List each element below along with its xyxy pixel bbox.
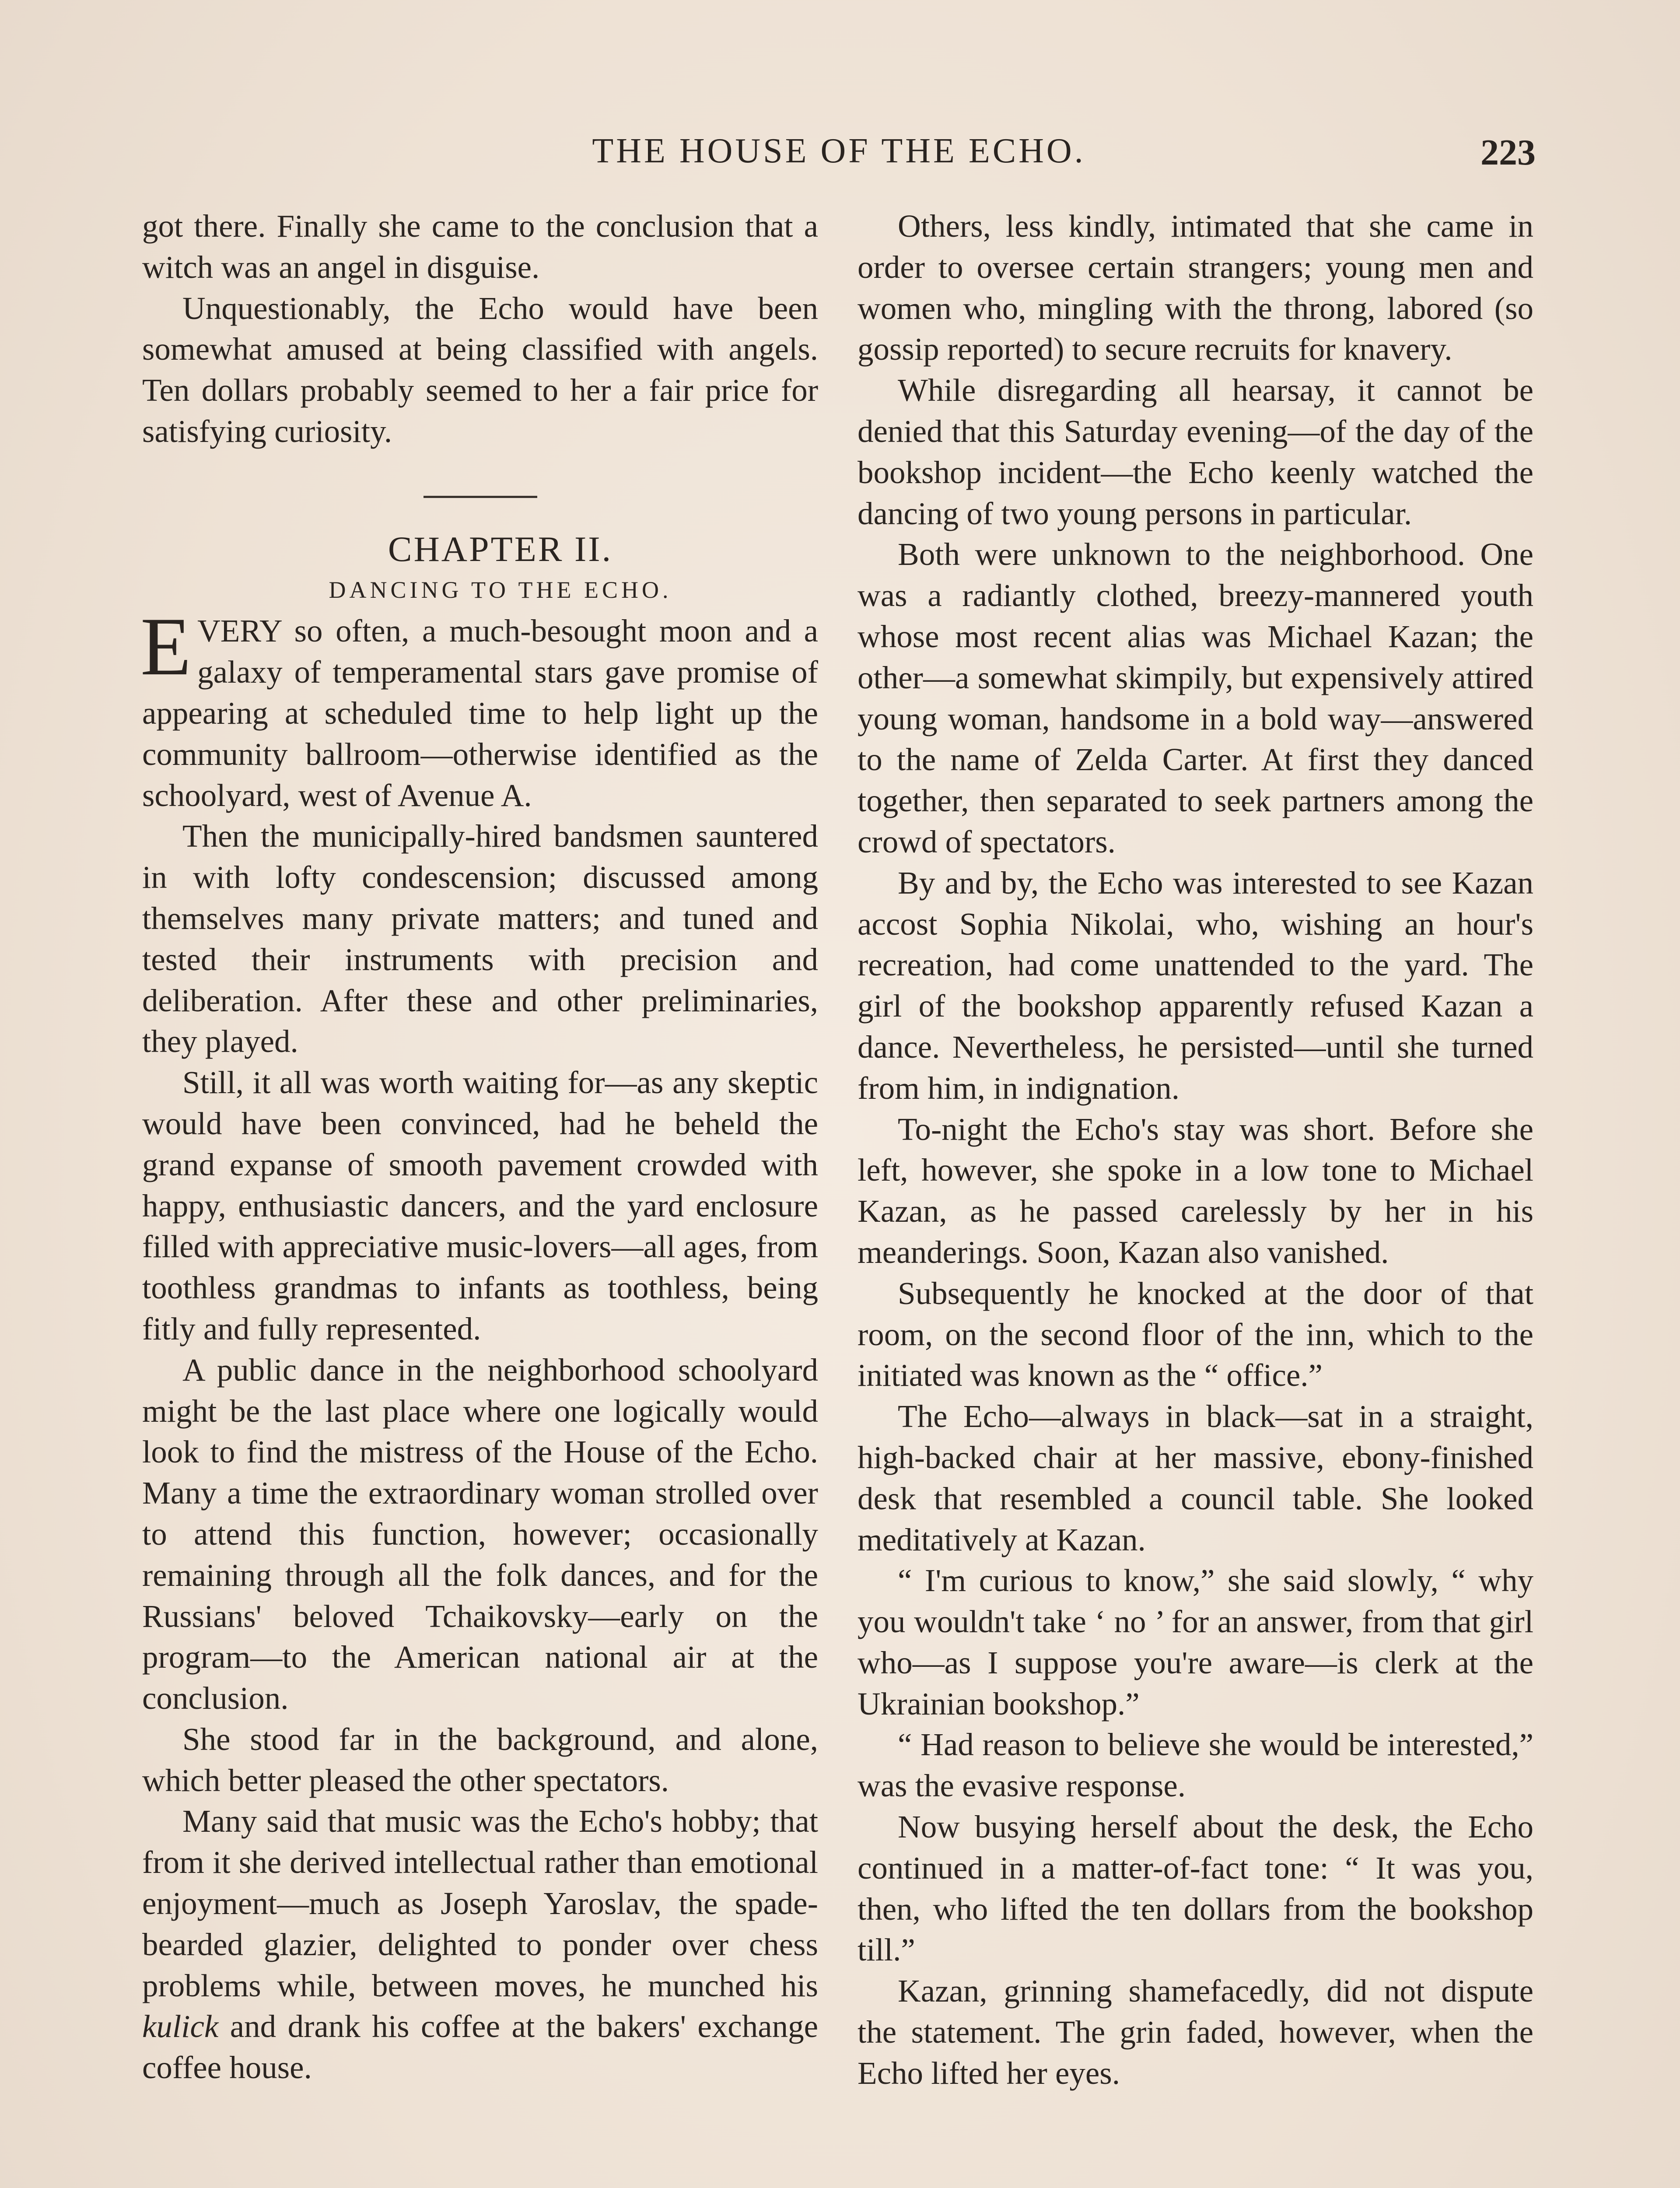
paragraph: Unquestionably, the Echo would have been somewhat amused at being classified with angels. Ten dollars probably seemed to her a fair price for satisfying curiosity. — [142, 290, 818, 449]
paragraph: The Echo—always in black—sat in a straight, high-backed chair at her massive, ebony-finished desk that resembled a council table. She looked meditatively at Kazan. — [858, 1399, 1533, 1557]
chapter-heading: CHAPTER II. — [388, 529, 613, 569]
paragraph-text: Many said that music was the Echo's hobby; that from it she derived intellectual rather than emotional enjoyment—much as Joseph Yaroslav, the spade-bearded glazier, delighted to ponder over chess problems while, between moves, he munched his — [142, 1803, 818, 2003]
paragraph: “ Had reason to believe she would be interested,” was the evasive response. — [858, 1727, 1533, 1804]
opening-paragraph — [140, 601, 818, 816]
paragraph: By and by, the Echo was interested to see Kazan accost Sophia Nikolai, who, wishing an hour's recreation, had come unattended to the yard. The girl of the bookshop apparently refused Kazan a dance. Nevertheless, he persisted—until she turned from him, in indignation. — [858, 865, 1533, 1106]
paragraph: Both were unknown to the neighborhood. One was a radiantly clothed, breezy-mannered youth whose most recent alias was Michael Kazan; the other—a somewhat skimpily, but expensively attired young woman, handsome in a bold way—answered to the name of Zelda Carter. At first they danced together, then separated to seek partners among the crowd of spectators. — [858, 536, 1533, 859]
section-divider — [424, 496, 537, 498]
paragraph: She stood far in the background, and alone, which better pleased the other spectators. — [142, 1721, 818, 1798]
paragraph-text: VERY so often, a much-besought moon and a galaxy of temperamental stars gave promise of appearing at scheduled time to help light up the community ballroom—otherwise identified as the schoolyard, west of Avenue A. — [142, 613, 818, 813]
running-header — [142, 131, 1536, 179]
paragraph: To-night the Echo's stay was short. Before she left, however, she spoke in a low tone to Michael Kazan, as he passed carelessly by her in his meanderings. Soon, Kazan also vanished. — [858, 1111, 1533, 1270]
paragraph: Subsequently he knocked at the door of that room, on the second floor of the inn, which to the initiated was known as the “ office.” — [858, 1275, 1533, 1393]
italic-word: kulick — [142, 2009, 219, 2044]
left-column — [142, 206, 818, 2088]
page-number: 223 — [1480, 132, 1536, 173]
right-column — [858, 206, 1533, 2094]
paragraph: A public dance in the neighborhood schoolyard might be the last place where one logically would look to find the mistress of the House of the Echo. Many a time the extraordinary woman strolled over to attend this function, however; occasionally remaining through all the folk dances, and for the Russians' beloved Tchaikovsky—early on the program—to the American national air at the conclusion. — [142, 1352, 818, 1716]
paragraph — [142, 1801, 818, 2088]
paragraph: got there. Finally she came to the conclusion that a witch was an angel in disguise. — [142, 208, 818, 285]
paragraph: Still, it all was worth waiting for—as any skeptic would have been convinced, had he beheld the grand expanse of smooth pavement crowded with happy, enthusiastic dancers, and the yard enclosure filled with appreciative music-lovers—all ages, from toothless grandmas to infants as toothless, being fitly and fully represented. — [142, 1065, 818, 1346]
paragraph: Kazan, grinning shamefacedly, did not dispute the statement. The grin faded, however, when the Echo lifted her eyes. — [858, 1973, 1533, 2091]
running-title: THE HOUSE OF THE ECHO. — [592, 132, 1086, 170]
drop-cap: E — [140, 601, 192, 693]
chapter-subtitle: DANCING TO THE ECHO. — [329, 576, 672, 603]
paragraph: Then the municipally-hired bandsmen sauntered in with lofty condescension; discussed among themselves many private matters; and tuned and tested their instruments with precision and deliberation. After these and other preliminaries, they played. — [142, 818, 818, 1059]
paragraph: While disregarding all hearsay, it cannot be denied that this Saturday evening—of the day of the bookshop incident—the Echo keenly watched the dancing of two young persons in particular. — [858, 372, 1533, 531]
paragraph: “ I'm curious to know,” she said slowly, “ why you wouldn't take ‘ no ’ for an answer, from that girl who—as I suppose you're aware—is clerk at the Ukrainian bookshop.” — [858, 1563, 1533, 1722]
paragraph: Now busying herself about the desk, the Echo continued in a matter-of-fact tone: “ It was you, then, who lifted the ten dollars from the bookshop till.” — [858, 1809, 1533, 1968]
paragraph: Others, less kindly, intimated that she came in order to oversee certain strangers; young men and women who, mingling with the throng, labored (so gossip reported) to secure recruits for knavery. — [858, 208, 1533, 367]
paragraph-text: and drank his coffee at the bakers' exchange coffee house. — [142, 2009, 818, 2086]
